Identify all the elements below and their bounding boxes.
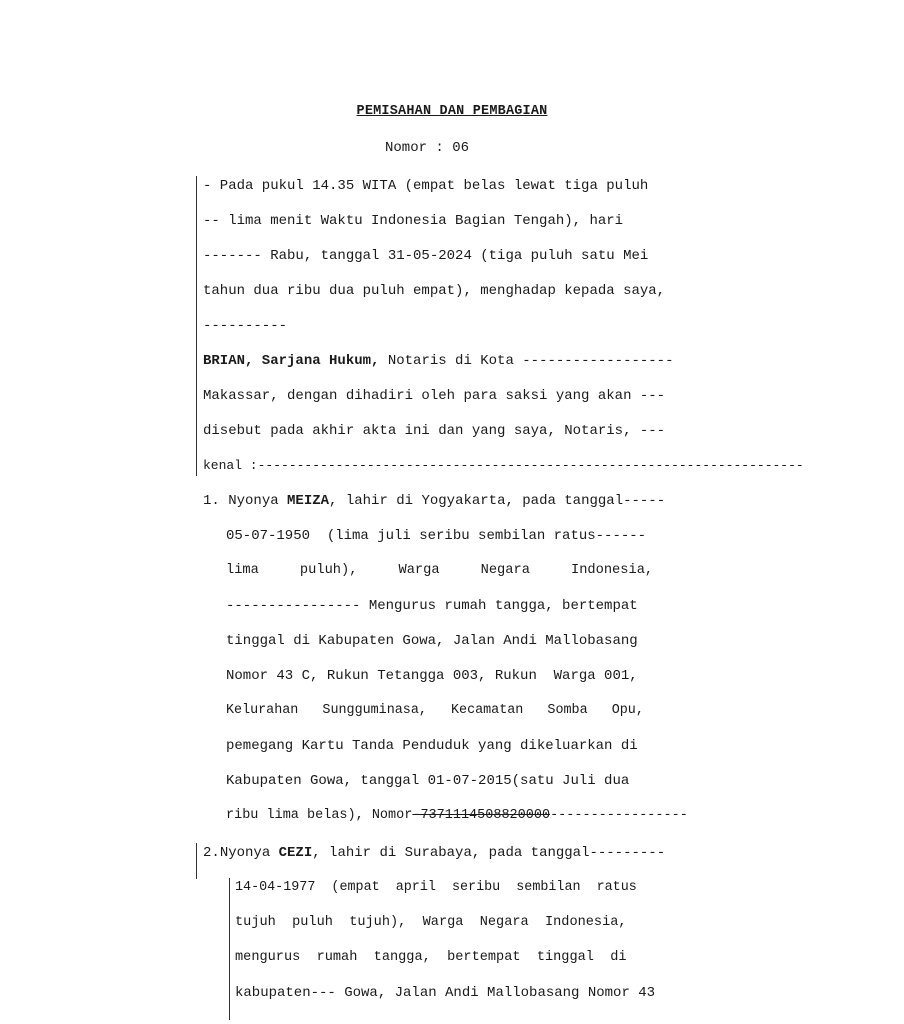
intro-line-5: ---------- <box>203 318 288 334</box>
party-1-last-suffix: ----------------- <box>550 808 688 823</box>
intro-line-2: -- lima menit Waktu Indonesia Bagian Tengah), hari <box>203 213 624 229</box>
party-1-line-6: Kelurahan Sungguminasa, Kecamatan Somba Opu, <box>226 703 644 718</box>
margin-line-party-2 <box>229 878 230 1020</box>
party-2-name: CEZI <box>278 845 313 861</box>
intro-line-3: ------- Rabu, tanggal 31-05-2024 (tiga puluh satu Mei <box>203 248 649 264</box>
party-1-last-prefix: ribu lima belas), Nomor <box>226 808 413 823</box>
party-2-line-2: tujuh puluh tujuh), Warga Negara Indonesia, <box>235 915 627 930</box>
party-2-prefix: Nyonya <box>219 845 279 861</box>
party-2-first-rest: , lahir di Surabaya, pada tanggal--------- <box>312 845 666 861</box>
intro-line-9: kenal :---------------------------------------------------------------------- <box>203 458 804 473</box>
document-title: PEMISAHAN DAN PEMBAGIAN <box>356 104 548 119</box>
party-1-last-line <box>226 806 688 826</box>
party-1-line-4: tinggal di Kabupaten Gowa, Jalan Andi Mallobasang <box>226 633 638 649</box>
intro-line-4: tahun dua ribu dua puluh empat), menghadap kepada saya, <box>203 283 666 299</box>
party-1-prefix: Nyonya <box>228 493 288 509</box>
party-2-number: 2. <box>203 845 220 861</box>
document-number: Nomor : 06 <box>385 140 470 156</box>
intro-line-6 <box>203 351 674 371</box>
party-1-line-1: 05-07-1950 (lima juli seribu sembilan ratus------ <box>226 528 647 544</box>
party-1-line-3: ---------------- Mengurus rumah tangga, bertempat <box>226 598 638 614</box>
party-1-first-line <box>203 491 665 511</box>
intro-line-7: Makassar, dengan dihadiri oleh para saksi yang akan --- <box>203 388 666 404</box>
party-2-line-3: mengurus rumah tangga, bertempat tinggal di <box>235 950 627 965</box>
party-1-name: MEIZA <box>287 493 330 509</box>
margin-line-party-2-top <box>196 843 197 879</box>
intro-line-1: - Pada pukul 14.35 WITA (empat belas lewat tiga puluh <box>203 178 649 194</box>
party-1-line-5: Nomor 43 C, Rukun Tetangga 003, Rukun Warga 001, <box>226 668 638 684</box>
party-2-first-line <box>203 843 665 863</box>
party-1-first-rest: , lahir di Yogyakarta, pada tanggal----- <box>329 493 666 509</box>
notary-name: BRIAN, Sarjana Hukum, <box>203 353 380 369</box>
intro-line-6-rest: Notaris di Kota ------------------ <box>379 353 674 369</box>
party-2-line-1: 14-04-1977 (empat april seribu sembilan ratus <box>235 880 637 895</box>
party-2-line-4: kabupaten--- Gowa, Jalan Andi Mallobasang Nomor 43 <box>235 985 656 1001</box>
intro-line-8: disebut pada akhir akta ini dan yang saya, Notaris, --- <box>203 423 666 439</box>
party-1-line-8: Kabupaten Gowa, tanggal 01-07-2015(satu Juli dua <box>226 773 630 789</box>
party-1-number: 1. <box>203 493 220 509</box>
party-1-line-2: lima puluh), Warga Negara Indonesia, <box>226 563 654 578</box>
party-1-nik: -7371114508820000 <box>412 808 551 823</box>
margin-line-intro <box>196 176 197 476</box>
party-1-line-7: pemegang Kartu Tanda Penduduk yang dikeluarkan di <box>226 738 638 754</box>
